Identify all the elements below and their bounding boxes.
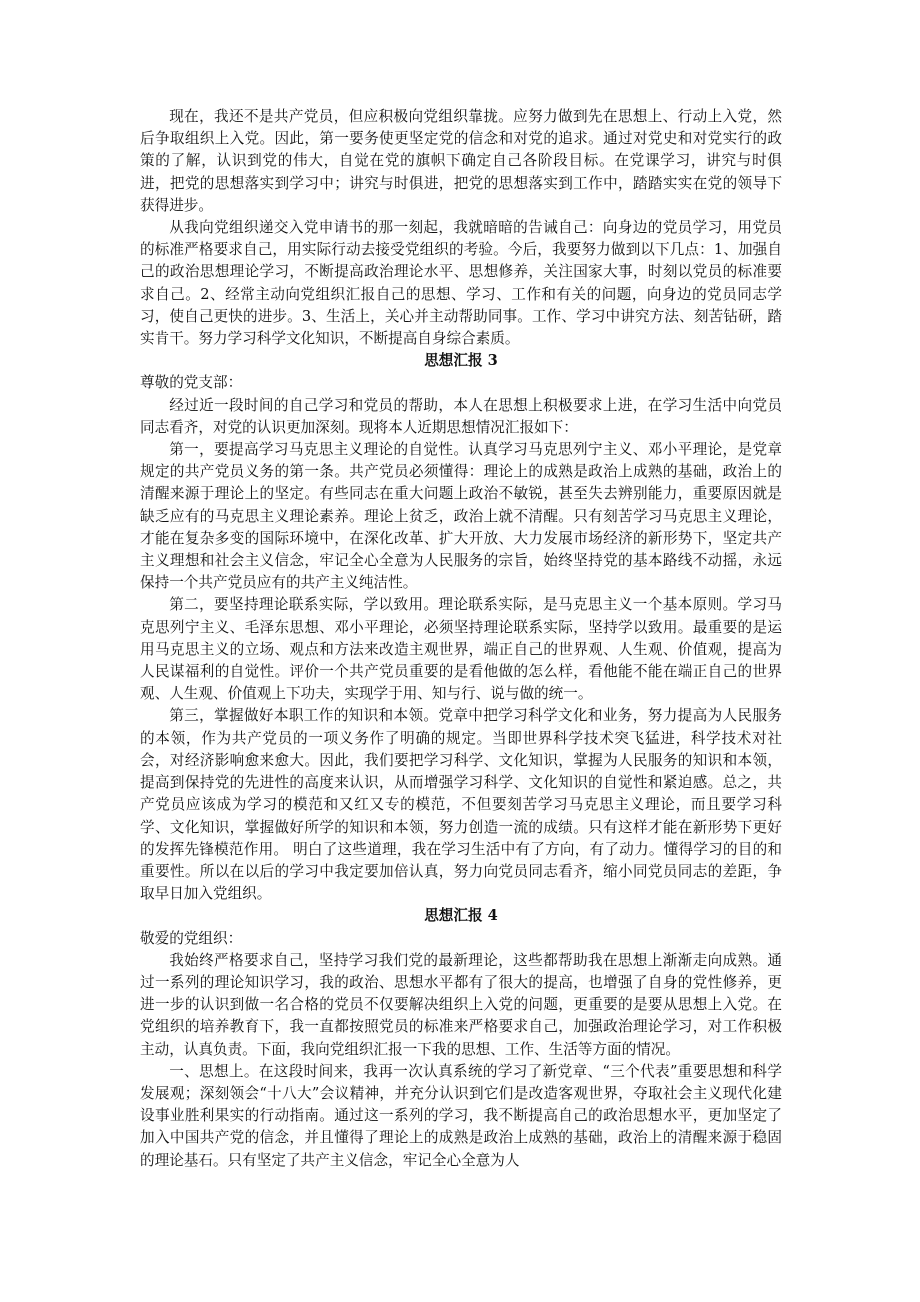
- body-paragraph: 一、思想上。在这段时间来，我再一次认真系统的学习了新党章、“三个代表”重要思想和科学发展观；深刻领会“十八大”会议精神，并充分认识到它们是改造客观世界，夺取社会主义现代化建设事业胜利果实的行动指南。通过这一系列的学习，我不断提高自己的政治思想水平，更加坚定了加入中国共产党的信念，并且懂得了理论上的成熟是政治上成熟的基础，政治上的清醒来源于稳固的理论基石。只有坚定了共产主义信念，牢记全心全意为人: [140, 1062, 782, 1169]
- document-page: [140, 106, 782, 1172]
- salutation: 敬爱的党组织：: [140, 929, 243, 947]
- body-paragraph: 现在，我还不是共产党员，但应积极向党组织靠拢。应努力做到先在思想上、行动上入党，然后争取组织上入党。因此，第一要务使更坚定党的信念和对党的追求。通过对党史和对党实行的政策的了解，认识到党的伟大，自觉在党的旗帜下确定自己各阶段目标。在党课学习，讲究与时俱进，把党的思想落实到学习中；讲究与时俱进，把党的思想落实到工作中，踏踏实实在党的领导下获得进步。: [140, 108, 782, 214]
- salutation: 尊敬的党支部：: [140, 374, 243, 392]
- section-title: 思想汇报 3: [424, 352, 498, 370]
- body-paragraph: 第二，要坚持理论联系实际，学以致用。理论联系实际，是马克思主义一个基本原则。学习马克思列宁主义、毛泽东思想、邓小平理论，必须坚持理论联系实际，坚持学以致用。最重要的是运用马克思主义的立场、观点和方法来改造主观世界，端正自己的世界观、人生观、价值观，提高为人民谋福利的自觉性。评价一个共产党员重要的是看他做的怎么样，看他能不能在端正自己的世界观、人生观、价值观上下功夫，实现学于用、知与行、说与做的统一。: [140, 596, 782, 703]
- body-paragraph: 经过近一段时间的自己学习和党员的帮助，本人在思想上积极要求上进，在学习生活中向党员同志看齐，对党的认识更加深刻。现将本人近期思想情况汇报如下：: [140, 396, 782, 436]
- body-paragraph: 从我向党组织递交入党申请书的那一刻起，我就暗暗的告诫自己：向身边的党员学习，用党员的标准严格要求自己，用实际行动去接受党组织的考验。今后，我要努力做到以下几点：1、加强自己的政治思想理论学习，不断提高政治理论水平、思想修养，关注国家大事，时刻以党员的标准要求自己。2、经常主动向党组织汇报自己的思想、学习、工作和有关的问题，向身边的党员同志学习，使自己更快的进步。3、生活上，关心并主动帮助同事。工作、学习中讲究方法、刻苦钻研，踏实肯干。努力学习科学文化知识，不断提高自身综合素质。: [140, 219, 782, 348]
- body-paragraph: 第三，掌握做好本职工作的知识和本领。党章中把学习科学文化和业务，努力提高为人民服务的本领，作为共产党员的一项义务作了明确的规定。当即世界科学技术突飞猛进，科学技术对社会，对经济影响愈来愈大。因此，我们要把学习科学、文化知识，掌握为人民服务的知识和本领，提高到保持党的先进性的高度来认识，从而增强学习科学、文化知识的自觉性和紧迫感。总之，共产党员应该成为学习的模范和又红又专的模范，不但要刻苦学习马克思主义理论，而且要学习科学、文化知识，掌握做好所学的知识和本领，努力创造一流的成绩。只有这样才能在新形势下更好的发挥先锋模范作用。 明白了这些道理，我在学习生活中有了方向，有了动力。懂得学习的目的和重要性。所以在以后的学习中我定要加倍认真，努力向党员同志看齐，缩小同党员同志的差距，争取早日加入党组织。: [140, 707, 782, 903]
- body-paragraph: 第一，要提高学习马克思主义理论的自觉性。认真学习马克思列宁主义、邓小平理论，是党章规定的共产党员义务的第一条。共产党员必须懂得：理论上的成熟是政治上成熟的基础，政治上的清醒来源于理论上的坚定。有些同志在重大问题上政治不敏锐，甚至失去辨别能力，重要原因就是缺乏应有的马克思主义理论素养。理论上贫乏，政治上就不清醒。只有刻苦学习马克思主义理论，才能在复杂多变的国际环境中，在深化改革、扩大开放、大力发展市场经济的新形势下，坚定共产主义理想和社会主义信念，牢记全心全意为人民服务的宗旨，始终坚持党的基本路线不动摇，永远保持一个共产党员应有的共产主义纯洁性。: [140, 441, 782, 592]
- body-paragraph: 我始终严格要求自己，坚持学习我们党的最新理论，这些都帮助我在思想上渐渐走向成熟。通过一系列的理论知识学习，我的政治、思想水平都有了很大的提高，也增强了自身的党性修养，更进一步的认识到做一名合格的党员不仅要解决组织上入党的问题，更重要的是要从思想上入党。在党组织的培养教育下，我一直都按照党员的标准来严格要求自己，加强政治理论学习，对工作积极主动，认真负责。下面，我向党组织汇报一下我的思想、工作、生活等方面的情况。: [140, 951, 782, 1058]
- section-title: 思想汇报 4: [424, 907, 498, 925]
